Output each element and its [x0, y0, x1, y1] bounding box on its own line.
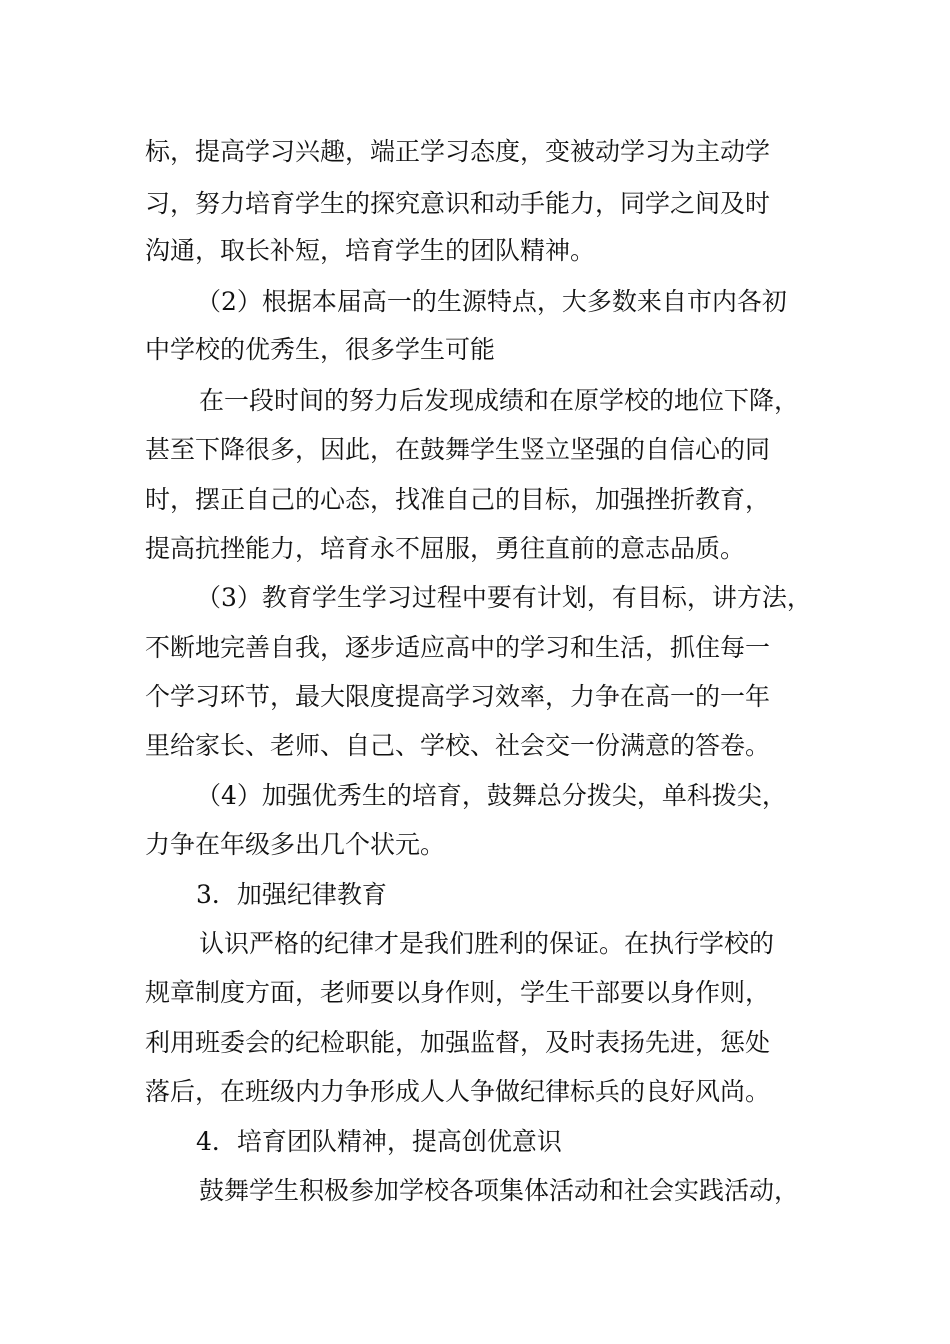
text-line: 提高抗挫能力，培育永不屈服，勇往直前的意志品质。: [145, 534, 746, 563]
text-line: 标，提高学习兴趣，端正学习态度，变被动学习为主动学: [145, 137, 771, 166]
text-line: 力争在年级多出几个状元。: [145, 830, 446, 859]
section-heading: 3．加强纪律教育: [196, 880, 387, 909]
text-line: 不断地完善自我，逐步适应高中的学习和生活，抓住每一: [145, 633, 771, 662]
text-line: 里给家长、老师、自己、学校、社会交一份满意的答卷。: [145, 731, 771, 760]
text-line: 认识严格的纪律才是我们胜利的保证。在执行学校的: [199, 929, 775, 958]
text-line: （4）加强优秀生的培育，鼓舞总分拨尖，单科拨尖，: [196, 781, 787, 810]
text-line: 在一段时间的努力后发现成绩和在原学校的地位下降，: [199, 386, 800, 415]
text-line: 利用班委会的纪检职能，加强监督，及时表扬先进，惩处: [145, 1028, 771, 1057]
text-line: （3）教育学生学习过程中要有计划，有目标，讲方法，: [196, 583, 812, 612]
text-line: 个学习环节，最大限度提高学习效率，力争在高一的一年: [145, 682, 771, 711]
text-line: 甚至下降很多，因此，在鼓舞学生竖立坚强的自信心的同: [145, 435, 771, 464]
text-line: （2）根据本届高一的生源特点，大多数来自市内各初: [196, 287, 787, 316]
text-line: 时，摆正自己的心态，找准自己的目标，加强挫折教育，: [145, 485, 771, 514]
text-line: 落后，在班级内力争形成人人争做纪律标兵的良好风尚。: [145, 1077, 771, 1106]
text-line: 规章制度方面，老师要以身作则，学生干部要以身作则，: [145, 978, 771, 1007]
text-line: 习，努力培育学生的探究意识和动手能力，同学之间及时: [145, 189, 771, 218]
text-line: 中学校的优秀生，很多学生可能: [145, 335, 496, 364]
text-line: 沟通，取长补短，培育学生的团队精神。: [145, 236, 596, 265]
text-line: 鼓舞学生积极参加学校各项集体活动和社会实践活动，: [199, 1176, 800, 1205]
section-heading: 4．培育团队精神，提高创优意识: [196, 1127, 562, 1156]
